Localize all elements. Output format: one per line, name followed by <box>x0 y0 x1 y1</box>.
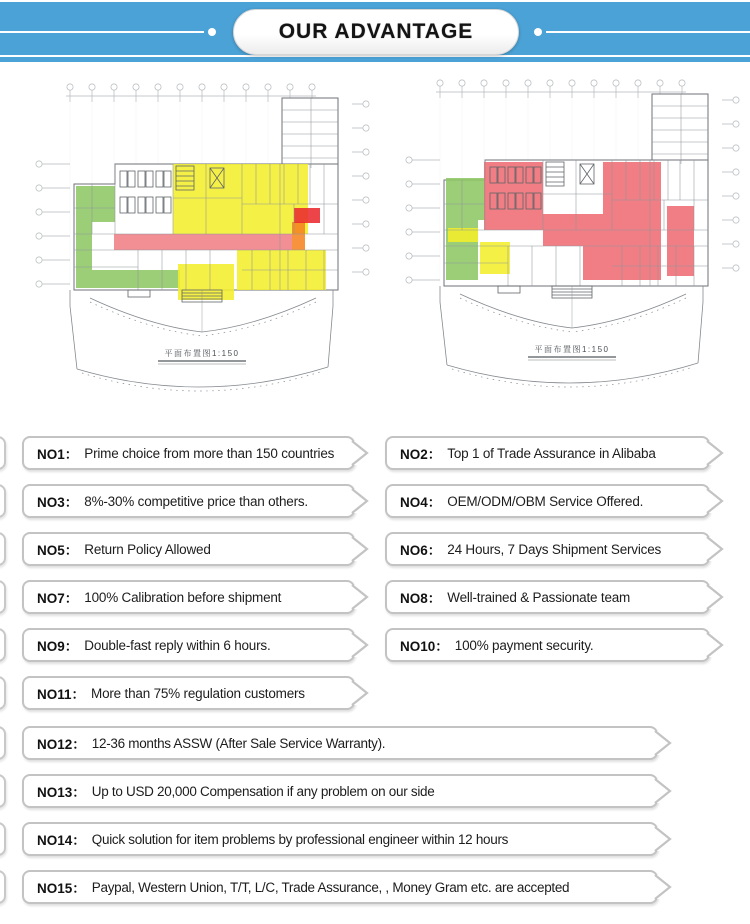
advantage-no15 <box>22 870 658 904</box>
banner-dot-right <box>534 28 542 36</box>
advantage-no1 <box>22 436 355 470</box>
plaza-fan <box>440 286 703 387</box>
row-edge-fragment <box>0 774 6 808</box>
advantage-no13 <box>22 774 658 808</box>
advantage-text: Paypal, Western Union, T/T, L/C, Trade Assurance, , Money Gram etc. are accepted <box>91 879 570 895</box>
floor-plan-left-drawing <box>30 74 375 406</box>
advantage-label: NO15： <box>37 881 86 896</box>
advantage-text: More than 75% regulation customers <box>91 685 305 701</box>
zone-bright-red <box>294 208 320 223</box>
row-edge-fragment <box>0 676 6 710</box>
bubble-arrow-icon <box>348 676 370 710</box>
advantage-no9 <box>22 628 355 662</box>
row-edge-fragment <box>0 726 6 760</box>
bubble-arrow-icon <box>703 580 725 614</box>
advantage-label: NO6： <box>400 543 442 558</box>
advantage-label: NO10： <box>400 639 449 654</box>
advantage-label: NO4： <box>400 495 442 510</box>
advantage-text: Double-fast reply within 6 hours. <box>84 637 271 653</box>
advantage-label: NO1： <box>37 447 79 462</box>
plan-caption-text: 平面布置图1:150 <box>534 345 610 354</box>
advantage-no14 <box>22 822 658 856</box>
advantage-text: 24 Hours, 7 Days Shipment Services <box>447 541 662 557</box>
advantage-no7 <box>22 580 355 614</box>
bubble-arrow-icon <box>348 580 370 614</box>
plan-caption <box>528 344 616 360</box>
advantage-label: NO12： <box>37 737 86 752</box>
bubble-arrow-icon <box>703 484 725 518</box>
floor-plan-right <box>400 70 745 402</box>
banner-line-left <box>0 31 204 33</box>
advantage-label: NO5： <box>37 543 79 558</box>
bubble-arrow-icon <box>703 436 725 470</box>
advantage-text: Return Policy Allowed <box>84 541 211 557</box>
advantage-label: NO9： <box>37 639 79 654</box>
floor-plan-right-drawing <box>400 70 745 402</box>
bubble-arrow-icon <box>348 532 370 566</box>
row-edge-fragment <box>0 436 6 470</box>
advantage-text: Prime choice from more than 150 countries <box>84 445 335 461</box>
plan-caption <box>158 348 246 364</box>
advantage-label: NO14： <box>37 833 86 848</box>
advantage-text: 100% payment security. <box>454 637 594 653</box>
advantage-label: NO7： <box>37 591 79 606</box>
bubble-arrow-icon <box>651 870 673 904</box>
floor-plan-left <box>30 74 375 406</box>
advantage-label: NO8： <box>400 591 442 606</box>
advantage-no3 <box>22 484 355 518</box>
plaza-fan <box>70 290 333 391</box>
advantage-label: NO11： <box>37 687 86 702</box>
row-edge-fragment <box>0 822 6 856</box>
advantage-no2 <box>385 436 710 470</box>
advantage-text: Top 1 of Trade Assurance in Alibaba <box>447 445 656 461</box>
advantage-no12 <box>22 726 658 760</box>
advantage-no8 <box>385 580 710 614</box>
row-edge-fragment <box>0 580 6 614</box>
banner-line-right <box>546 31 750 33</box>
bubble-arrow-icon <box>651 774 673 808</box>
banner-dot-left <box>208 28 216 36</box>
advantage-no11 <box>22 676 355 710</box>
row-edge-fragment <box>0 628 6 662</box>
bubble-arrow-icon <box>348 436 370 470</box>
row-edge-fragment <box>0 484 6 518</box>
bubble-arrow-icon <box>651 726 673 760</box>
bubble-arrow-icon <box>703 532 725 566</box>
bubble-arrow-icon <box>651 822 673 856</box>
advantage-label: NO13： <box>37 785 86 800</box>
bubble-arrow-icon <box>348 484 370 518</box>
advantage-label: NO2： <box>400 447 442 462</box>
advantage-text: Up to USD 20,000 Compensation if any problem on our side <box>91 783 435 799</box>
advantage-text: 12-36 months ASSW (After Sale Service Warranty). <box>91 735 386 751</box>
advantage-banner <box>0 0 750 62</box>
bubble-arrow-icon <box>703 628 725 662</box>
advantage-text: OEM/ODM/OBM Service Offered. <box>447 493 644 509</box>
advantage-text: 100% Calibration before shipment <box>84 589 282 605</box>
page-title: OUR ADVANTAGE <box>278 20 474 43</box>
bubble-arrow-icon <box>348 628 370 662</box>
advantage-no5 <box>22 532 355 566</box>
advantage-label: NO3： <box>37 495 79 510</box>
advantage-no4 <box>385 484 710 518</box>
row-edge-fragment <box>0 532 6 566</box>
row-edge-fragment <box>0 870 6 904</box>
advantage-no10 <box>385 628 710 662</box>
advantage-text: 8%-30% competitive price than others. <box>84 493 308 509</box>
banner-title-pill <box>233 9 519 55</box>
advantage-no6 <box>385 532 710 566</box>
advantage-text: Quick solution for item problems by professional engineer within 12 hours <box>91 831 509 847</box>
zone-pink-corridor <box>114 234 292 250</box>
advantage-text: Well-trained & Passionate team <box>447 589 631 605</box>
plan-caption-text: 平面布置图1:150 <box>164 349 240 358</box>
